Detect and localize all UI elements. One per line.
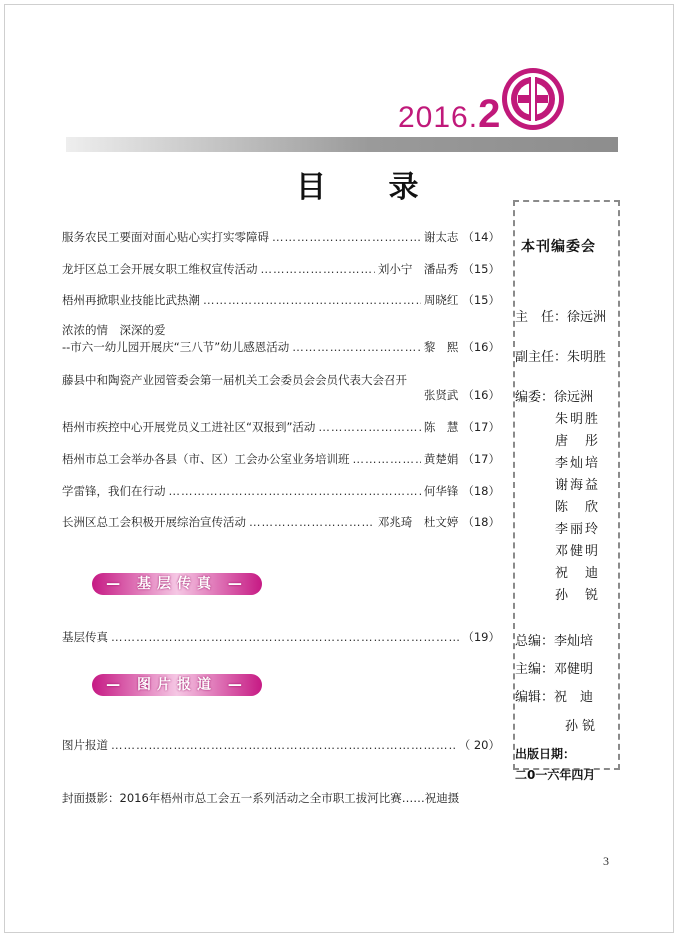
leader-dots [261, 262, 375, 277]
toc-entry[interactable] [62, 630, 500, 645]
entry-author: 周晓红 [423, 293, 459, 307]
entry-author: 陈 慧 [423, 420, 459, 434]
toc-entry[interactable] [62, 738, 500, 753]
entry-page: （ 20） [458, 738, 500, 752]
header-bar [66, 137, 618, 152]
entry-title: 梧州市总工会举办各县（市、区）工会办公室业务培训班 [62, 452, 350, 466]
entry-author: 谢太志 [423, 230, 459, 244]
entry-author: 张贤武 [423, 388, 459, 402]
board-title: 本刊编委会 [521, 239, 596, 255]
page-number: 3 [603, 854, 609, 868]
issue-no: 2 [478, 92, 501, 136]
entry-page: （17） [462, 420, 500, 434]
committee-member: 李丽玲 [555, 522, 601, 537]
toc-entry[interactable] [62, 420, 500, 435]
entry-author: 邓兆琦 杜文婷 [377, 515, 459, 529]
chief-editor: 总编：李灿培 [515, 634, 594, 649]
entry-author: 黎 熙 [423, 340, 459, 354]
leader-dots [272, 230, 421, 245]
toc-entry[interactable] [62, 452, 500, 467]
board-vice-director: 副主任：朱明胜 [515, 350, 607, 365]
leader-dots [318, 420, 420, 435]
editor-label: 编辑：祝 迪 [515, 690, 594, 705]
entry-page: （15） [462, 293, 500, 307]
committee-member: 邓健明 [555, 544, 601, 559]
toc-entry[interactable] [62, 293, 500, 308]
entry-subtitle: --市六一幼儿园开展庆“三八节”幼儿感恩活动 [62, 340, 290, 354]
toc-entry[interactable] [62, 515, 500, 530]
toc-entry[interactable] [62, 484, 500, 499]
entry-title: 梧州再掀职业技能比武热潮 [62, 293, 200, 307]
committee-member: 陈 欣 [555, 500, 601, 515]
leader-dots [249, 515, 375, 530]
leader-dots [169, 484, 421, 499]
committee-member: 祝 迪 [555, 566, 601, 581]
toc-entry[interactable] [62, 340, 500, 355]
committee-member: 唐 彤 [555, 434, 601, 449]
entry-title: 长洲区总工会积极开展综治宣传活动 [62, 515, 246, 529]
trade-union-logo-icon [500, 66, 566, 132]
entry-title: 龙圩区总工会开展女职工维权宣传活动 [62, 262, 258, 276]
entry-title: 基层传真 [62, 630, 108, 644]
toc-entry[interactable] [62, 230, 500, 245]
editor-in-charge: 主编：邓健明 [515, 662, 594, 677]
committee-member: 李灿培 [555, 456, 601, 471]
entry-author: 何华锋 [423, 484, 459, 498]
entry-title: 梧州市疾控中心开展党员义工进社区“双报到”活动 [62, 420, 316, 434]
committee-member: 谢海益 [555, 478, 601, 493]
committee-member: 孙 锐 [555, 588, 601, 603]
entry-page: （18） [462, 515, 500, 529]
entry-author: 刘小宁 潘品秀 [377, 262, 459, 276]
leader-dots [353, 452, 421, 467]
entry-page: （18） [462, 484, 500, 498]
leader-dots [292, 340, 421, 355]
cover-photo-credit: 封面摄影：2016年梧州市总工会五一系列活动之全市职工拔河比赛……祝迪摄 [62, 791, 460, 805]
toc-entry[interactable] [62, 262, 500, 277]
section-label: — 图片报道 — [106, 677, 248, 693]
entry-page: （19） [462, 630, 500, 644]
entry-author: 黄楚娟 [423, 452, 459, 466]
entry-page: （17） [462, 452, 500, 466]
entry-page: （15） [462, 262, 500, 276]
entry-title: 学雷锋，我们在行动 [62, 484, 166, 498]
pub-date-label: 出版日期： [515, 747, 576, 761]
entry-title[interactable]: 藤县中和陶瓷产业园管委会第一届机关工会委员会会员代表大会召开 [62, 373, 407, 387]
pub-date: 二0一六年四月 [515, 768, 596, 782]
board-director: 主 任：徐远洲 [515, 310, 607, 325]
section-header-tupian [92, 674, 262, 696]
toc-entry-meta [62, 388, 500, 403]
section-header-jiceng [92, 573, 262, 595]
entry-page: （14） [462, 230, 500, 244]
editorial-board-box [513, 200, 620, 782]
issue-number [398, 92, 500, 137]
issue-year: 2016. [398, 101, 479, 134]
board-committee-label: 编委：徐远洲 [515, 390, 594, 405]
section-label: — 基层传真 — [106, 576, 248, 592]
entry-title: 服务农民工要面对面心贴心实打实零障碍 [62, 230, 269, 244]
leader-dots [111, 738, 456, 753]
leader-dots [203, 293, 421, 308]
entry-title[interactable]: 浓浓的情 深深的爱 [62, 323, 166, 337]
committee-member: 朱明胜 [555, 412, 601, 427]
toc-title: 目 录 [296, 170, 445, 205]
entry-page: （16） [462, 388, 500, 402]
entry-title: 图片报道 [62, 738, 108, 752]
editor-2: 孙 锐 [565, 719, 596, 734]
entry-page: （16） [462, 340, 500, 354]
leader-dots [111, 630, 459, 645]
